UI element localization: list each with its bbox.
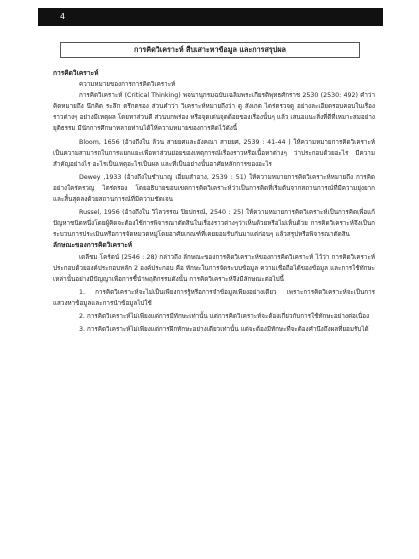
paragraph: Dewey ,1933 (อ้างถึงในชำนาญ เอี่ยมสำอาง, 2539 : 51) ให้ความหมายการคิดวิเคราะห์หมายถึง การคิดอย่างใคร่ครวญ ไตร่ตรอง โดยอธิบายขอบเขตการคิดวิเคราะห์ว่าเป็นการคิดที่เริ่มต้นจากสถานการณ์ที่มีความยุ่งยาก และสิ้นสุดลงด้วยสถานการณ์ที่มีความชัดเจน	[53, 173, 375, 204]
document-title: การคิดวิเคราะห์ สืบเสาะหาข้อมูล และการสรุปผล	[60, 42, 360, 58]
paragraph: Bloom, 1656 (อ้างถึงใน ล้วน สายยศและอังคณา สายยศ, 2539 : 41-44 ) ให้ความหมายการคิดวิเคราะห์ เป็นความสามารถในการแยกแยะเพื่อหาส่วนย่อยของเหตุการณ์เรื่องราวหรือเนื้อหาต่างๆ ว่าประกอบด้วยอะไร มีความสำคัญอย่างไร อะไรเป็นเหตุอะไรเป็นผล และที่เป็นอย่างนั้นอาศัยหลักการของอะไร	[53, 138, 375, 168]
page-number-bar	[38, 8, 383, 26]
section-heading: ลักษณะของการคิดวิเคราะห์	[53, 241, 133, 250]
paragraph: การคิดวิเคราะห์ (Critical Thinking) พจนานุกรมฉบับเฉลิมพระเกียรติพุทธศักราช 2530 (2530: 492) คำว่า คิดหมายถึง นึกคิด ระลึก ตรึกตรอง ส่วนคำว่า วิเคราะห์หมายถึงว่า ดู สังเกต ไตร่ตรวจดู อย่างละเอียดรอบคอบในเรื่องราวต่างๆ อย่างมีเหตุผล โดยหาส่วนดี ส่วนบกพร่อง หรือจุดเด่นจุดด้อยของเรื่องนั้นๆ แล้ว เสนอแนะสิ่งที่ดีที่เหมาะสมอย่างยุติธรรม มีนักการศึกษาหลายท่านได้ให้ความหมายของการคิดไว้ดังนี้	[53, 92, 375, 133]
list-item: 2. การคิดวิเคราะห์ไม่เพียงแต่การมีทักษะเท่านั้น แต่การคิดวิเคราะห์จะต้องเกี่ยวกับการใช้ทักษะอย่างต่อเนื่อง	[79, 312, 370, 320]
paragraph: เดลีชม โคร์ดน์ (2546 : 28) กล่าวถึง ลักษณะของการคิดวิเคราะห์ของการคิดวิเคราะห์ ไว้ว่า การคิดวิเคราะห์ประกอบด้วยองค์ประกอบหลัก 2 องค์ประกอบ คือ ทักษะในการจัดระบบข้อมูล ความเชื่อถือได้ของข้อมูล และการใช้ทักษะเหล่านั้นอย่างมีปัญญาเพื่อการชี้นำพฤติกรรมดังนั้น การคิดวิเคราะห์จึงมีลักษณะต่อไปนี้	[53, 253, 375, 283]
page-number: 4	[60, 12, 66, 21]
section-subheading: ความหมายของการการคิดวิเคราะห์	[79, 81, 176, 89]
list-item: 3. การคิดวิเคราะห์ไม่เพียงแต่การฝึกทักษะอย่างเดียวเท่านั้น แต่จะต้องมีทักษะที่จะต้องคำนึงถึงผลที่ยอมรับได้	[79, 326, 369, 334]
document-body	[53, 68, 375, 335]
paragraph: Russel, 1956 (อ้างถึงใน วิไลวรรณ ปิยปกรณ์, 2540 : 25) ให้ความหมายการคิดวิเคราะห์เป็นการคิดเพื่อแก้ปัญหาชนิดหนึ่งโดยผู้คิดจะต้องใช้การพิจารณาตัดสินในเรื่องราวต่างๆว่าเห็นด้วยหรือไม่เห็นด้วย การคิดวิเคราะห์จึงเป็นกระบวนการประเมินหรือการจัดหมวดหมู่โดยอาศัยเกณฑ์ที่เคยยอมรับกันมาแต่ก่อนๆ แล้วสรุปหรือพิจารณาตัดสิน	[53, 209, 375, 239]
section-heading: การคิดวิเคราะห์	[53, 69, 99, 77]
list-item: 1. การคิดวิเคราะห์จะไม่เป็นเพียงการรู้หรือการจำข้อมูลเพียงอย่างเดียว เพราะการคิดวิเคราะห์จะเป็นการแสวงหาข้อมูลและการนำข้อมูลไปใช้	[53, 288, 375, 307]
